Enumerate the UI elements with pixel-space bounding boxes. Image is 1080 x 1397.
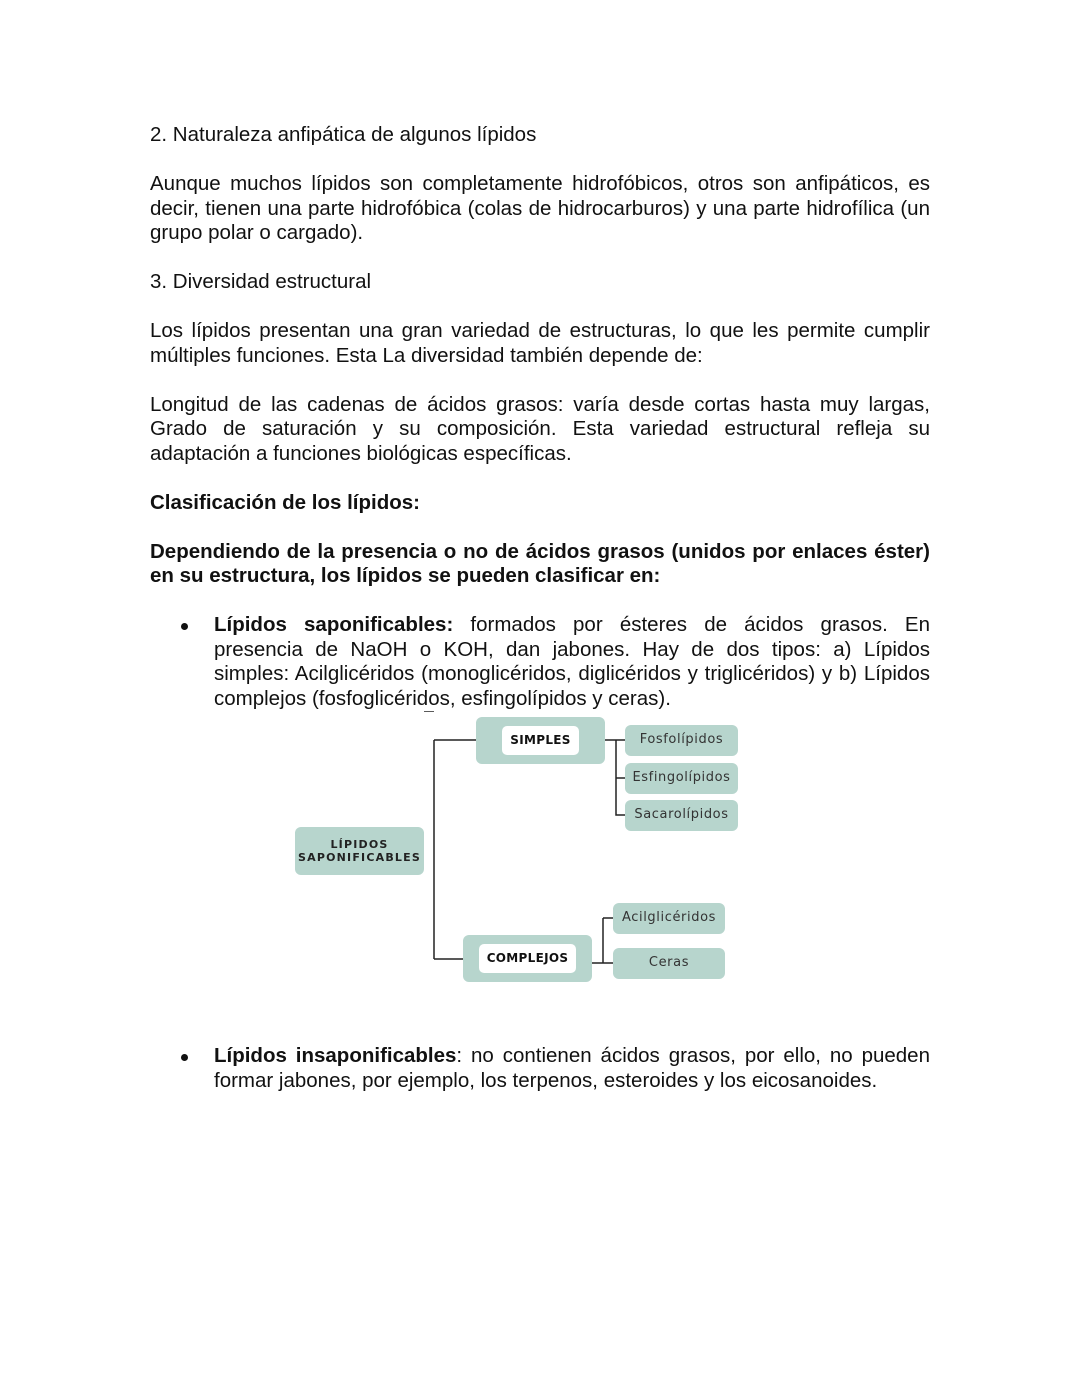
root-box-lipidos-saponificables [295,827,424,875]
node-complejos-label: COMPLEJOS [479,944,577,973]
section-3-body-2: Longitud de las cadenas de ácidos grasos: varía desde cortas hasta muy largas, Grado de saturación y su composición. Esta variedad estructural refleja su adaptación a funciones biológicas específicas. [150,392,930,465]
bullet-icon [181,623,188,630]
classification-list [150,613,930,711]
section-2-body: Aunque muchos lípidos son completamente hidrofóbicos, otros son anfipáticos, es decir, tienen una parte hidrofóbica (colas de hidrocarburos) y una parte hidrofílica (un grupo polar o cargado). [150,172,930,244]
node-complejos [463,935,592,982]
leaf-fosfolipidos: Fosfolípidos [625,725,738,756]
text-insaponificables: : no contienen ácidos grasos, por ello, no pueden formar jabones, por ejemplo, los terpenos, esteroides y los eicosanoides. [214,1044,930,1092]
section-3-body-1: Los lípidos presentan una gran variedad de estructuras, lo que les permite cumplir múltiples funciones. Esta La diversidad también depende de: [150,319,930,367]
classification-heading: Clasificación de los lípidos: [150,490,420,514]
leaf-esfingolipidos: Esfingolípidos [625,763,738,794]
lipid-classification-diagram [150,711,930,1044]
leaf-ceras: Ceras [613,948,725,979]
leaf-sacarolipidos: Sacarolípidos [625,800,738,831]
classification-list-2 [150,1044,930,1093]
document-page [150,123,930,1093]
list-item-insaponificables [150,1044,930,1093]
node-simples-label: SIMPLES [502,726,578,755]
root-label-line1: LÍPIDOS [330,838,389,851]
classification-intro: Dependiendo de la presencia o no de ácidos grasos (unidos por enlaces éster) en su estructura, los lípidos se pueden clasificar en: [150,539,930,587]
text-saponificables: formados por ésteres de ácidos grasos. En presencia de NaOH o KOH, dan jabones. Hay de dos tipos: a) Lípidos simples: Acilglicéridos (monoglicéridos, diglicéridos y triglicéridos) y b) Lípidos complejos (fosfoglicéridos, esfingolípidos y ceras). [214,613,931,710]
node-simples [476,717,605,764]
term-saponificables: Lípidos saponificables: [214,613,454,636]
root-label-line2: SAPONIFICABLES [298,851,421,864]
section-3-heading: 3. Diversidad estructural [150,270,372,293]
leaf-acilgliceridos: Acilglicéridos [613,903,725,934]
term-insaponificables: Lípidos insaponificables [214,1044,457,1067]
list-item-saponificables [150,613,930,711]
section-2-heading: 2. Naturaleza anfipática de algunos lípidos [150,123,537,146]
bullet-icon [181,1054,188,1061]
